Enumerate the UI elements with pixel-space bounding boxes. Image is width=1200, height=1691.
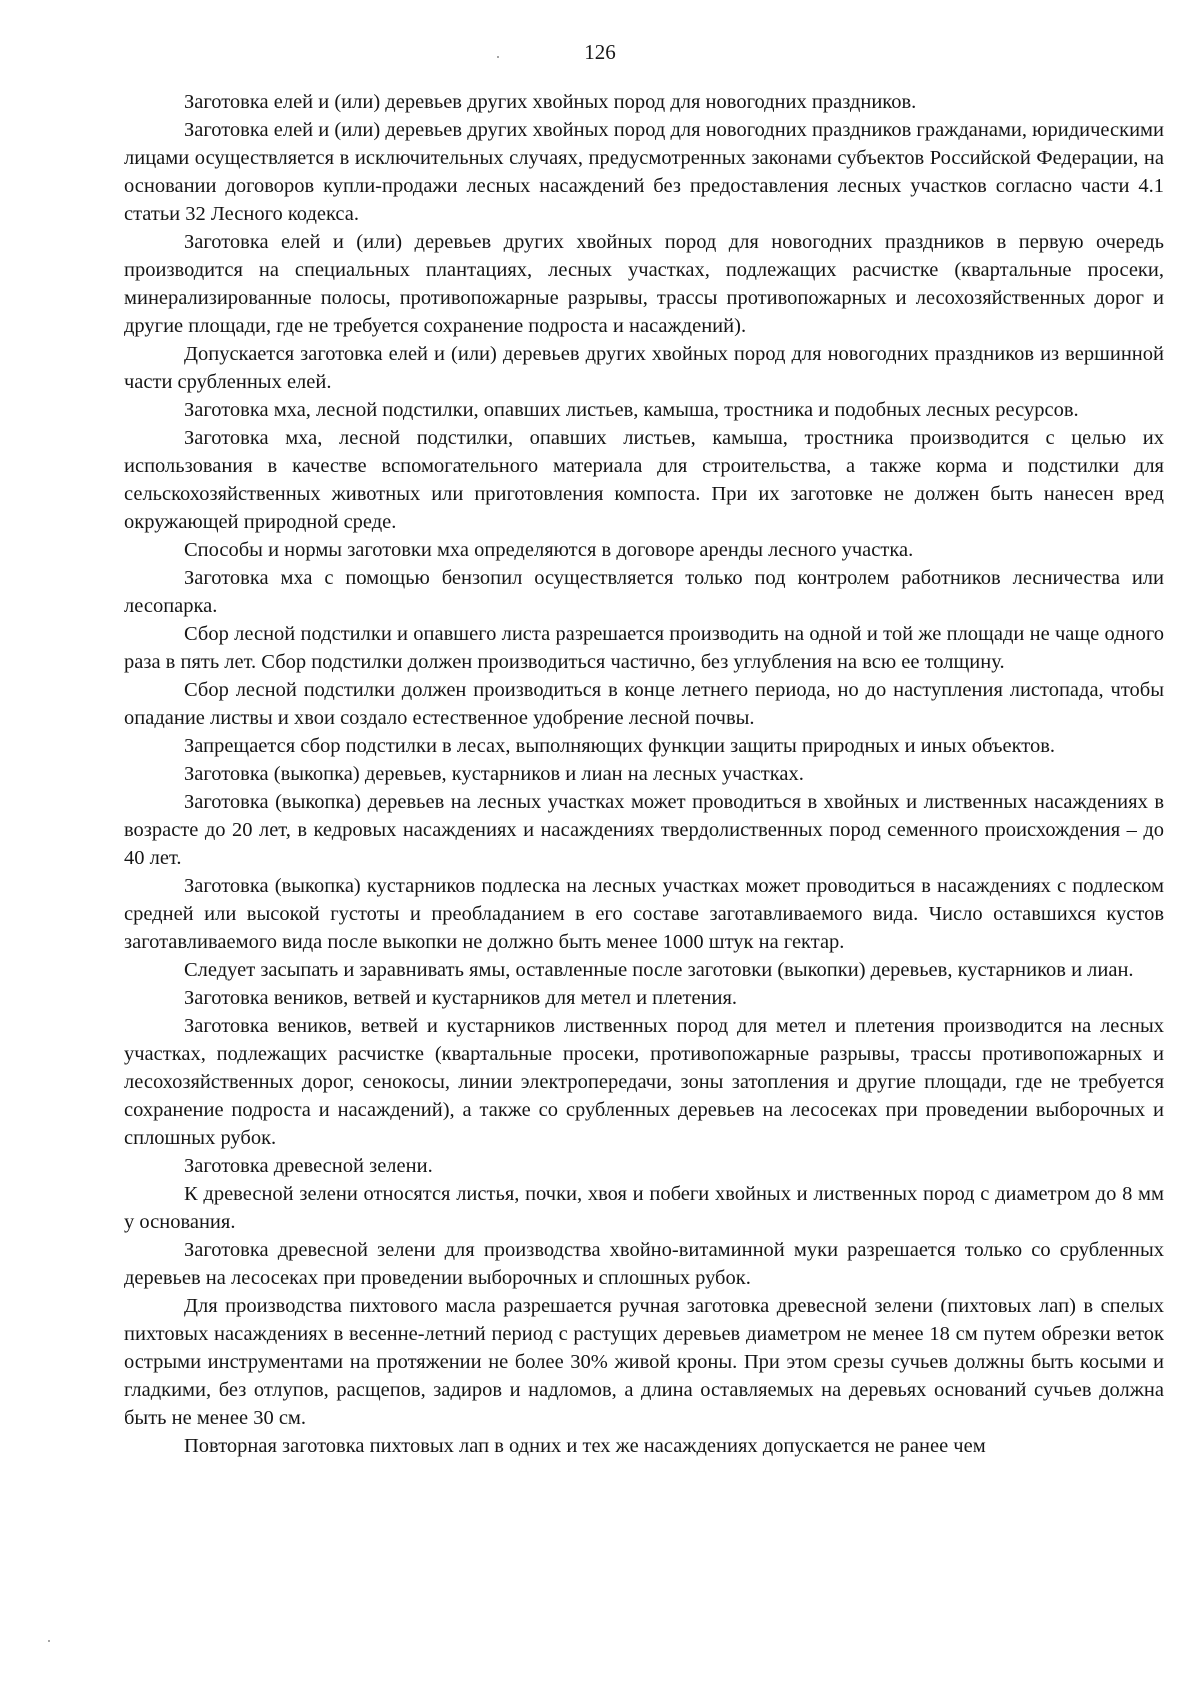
paragraph: К древесной зелени относятся листья, почки, хвоя и побеги хвойных и лиственных пород с диаметром до 8 мм у основания.: [124, 1183, 1164, 1233]
paragraph: Заготовка мха, лесной подстилки, опавших листьев, камыша, тростника и подобных лесных ресурсов.: [184, 399, 1079, 421]
paragraph: Заготовка (выкопка) деревьев, кустарников и лиан на лесных участках.: [184, 763, 804, 785]
paragraph: Заготовка древесной зелени для производства хвойно-витаминной муки разрешается только со срубленных деревьев на лесосеках при проведении выборочных и сплошных рубок.: [124, 1239, 1164, 1289]
paragraph: Сбор лесной подстилки должен производиться в конце летнего периода, но до наступления листопада, чтобы опадание листвы и хвои создало естественное удобрение лесной почвы.: [124, 679, 1164, 729]
paragraph: Способы и нормы заготовки мха определяются в договоре аренды лесного участка.: [184, 539, 914, 561]
scan-speck: [48, 1640, 50, 1642]
page-number: 126: [584, 40, 616, 64]
paragraph: Следует засыпать и заравнивать ямы, оставленные после заготовки (выкопки) деревьев, кустарников и лиан.: [184, 959, 1134, 981]
paragraph: Запрещается сбор подстилки в лесах, выполняющих функции защиты природных и иных объектов.: [184, 735, 1056, 757]
body-text: [124, 88, 1164, 1460]
paragraph: Заготовка веников, ветвей и кустарников лиственных пород для метел и плетения производится на лесных участках, подлежащих расчистке (квартальные просеки, противопожарные разрывы, трассы противопожарных и лесохозяйственных дорог, сенокосы, линии электропередачи, зоны затопления и другие площади, где не требуется сохранение подроста и насаждений), а также со срубленных деревьев на лесосеках при проведении выборочных и сплошных рубок.: [124, 1015, 1164, 1149]
paragraph: Сбор лесной подстилки и опавшего листа разрешается производить на одной и той же площади не чаще одного раза в пять лет. Сбор подстилки должен производиться частично, без углубления на всю ее толщину.: [124, 623, 1164, 673]
paragraph: Заготовка мха, лесной подстилки, опавших листьев, камыша, тростника производится с целью их использования в качестве вспомогательного материала для строительства, а также корма и подстилки для сельскохозяйственных животных или приготовления компоста. При их заготовке не должен быть нанесен вред окружающей природной среде.: [124, 427, 1164, 533]
paragraph: Повторная заготовка пихтовых лап в одних и тех же насаждениях допускается не ранее чем: [184, 1435, 986, 1457]
paragraph: Заготовка (выкопка) кустарников подлеска на лесных участках может проводиться в насаждениях с подлеском средней или высокой густоты и преобладанием в его составе заготавливаемого вида. Число оставшихся кустов заготавливаемого вида после выкопки не должно быть менее 1000 штук на гектар.: [124, 875, 1164, 953]
paragraph: Заготовка елей и (или) деревьев других хвойных пород для новогодних праздников.: [184, 91, 917, 113]
paragraph: Заготовка мха с помощью бензопил осуществляется только под контролем работников лесничества или лесопарка.: [124, 567, 1164, 617]
paragraph: Заготовка елей и (или) деревьев других хвойных пород для новогодних праздников гражданами, юридическими лицами осуществляется в исключительных случаях, предусмотренных законами субъектов Российской Федерации, на основании договоров купли-продажи лесных насаждений без предоставления лесных участков согласно части 4.1 статьи 32 Лесного кодекса.: [124, 119, 1164, 225]
paragraph: Заготовка елей и (или) деревьев других хвойных пород для новогодних праздников в первую очередь производится на специальных плантациях, лесных участках, подлежащих расчистке (квартальные просеки, минерализированные полосы, противопожарные разрывы, трассы противопожарных и лесохозяйственных дорог и другие площади, где не требуется сохранение подроста и насаждений).: [124, 231, 1164, 337]
paragraph: Заготовка веников, ветвей и кустарников для метел и плетения.: [184, 987, 738, 1009]
paragraph: Для производства пихтового масла разрешается ручная заготовка древесной зелени (пихтовых лап) в спелых пихтовых насаждениях в весенне-летний период с растущих деревьев диаметром не менее 18 см путем обрезки веток острыми инструментами на протяжении не более 30% живой кроны. При этом срезы сучьев должны быть косыми и гладкими, без отлупов, расщепов, задиров и надломов, а длина оставляемых на деревьях оснований сучьев должна быть не менее 30 см.: [124, 1295, 1164, 1429]
paragraph: Заготовка древесной зелени.: [184, 1155, 433, 1177]
scan-speck: [497, 56, 499, 58]
paragraph: Заготовка (выкопка) деревьев на лесных участках может проводиться в хвойных и лиственных насаждениях в возрасте до 20 лет, в кедровых насаждениях и насаждениях твердолиственных пород семенного происхождения – до 40 лет.: [124, 791, 1164, 869]
paragraph: Допускается заготовка елей и (или) деревьев других хвойных пород для новогодних праздников из вершинной части срубленных елей.: [124, 343, 1164, 393]
